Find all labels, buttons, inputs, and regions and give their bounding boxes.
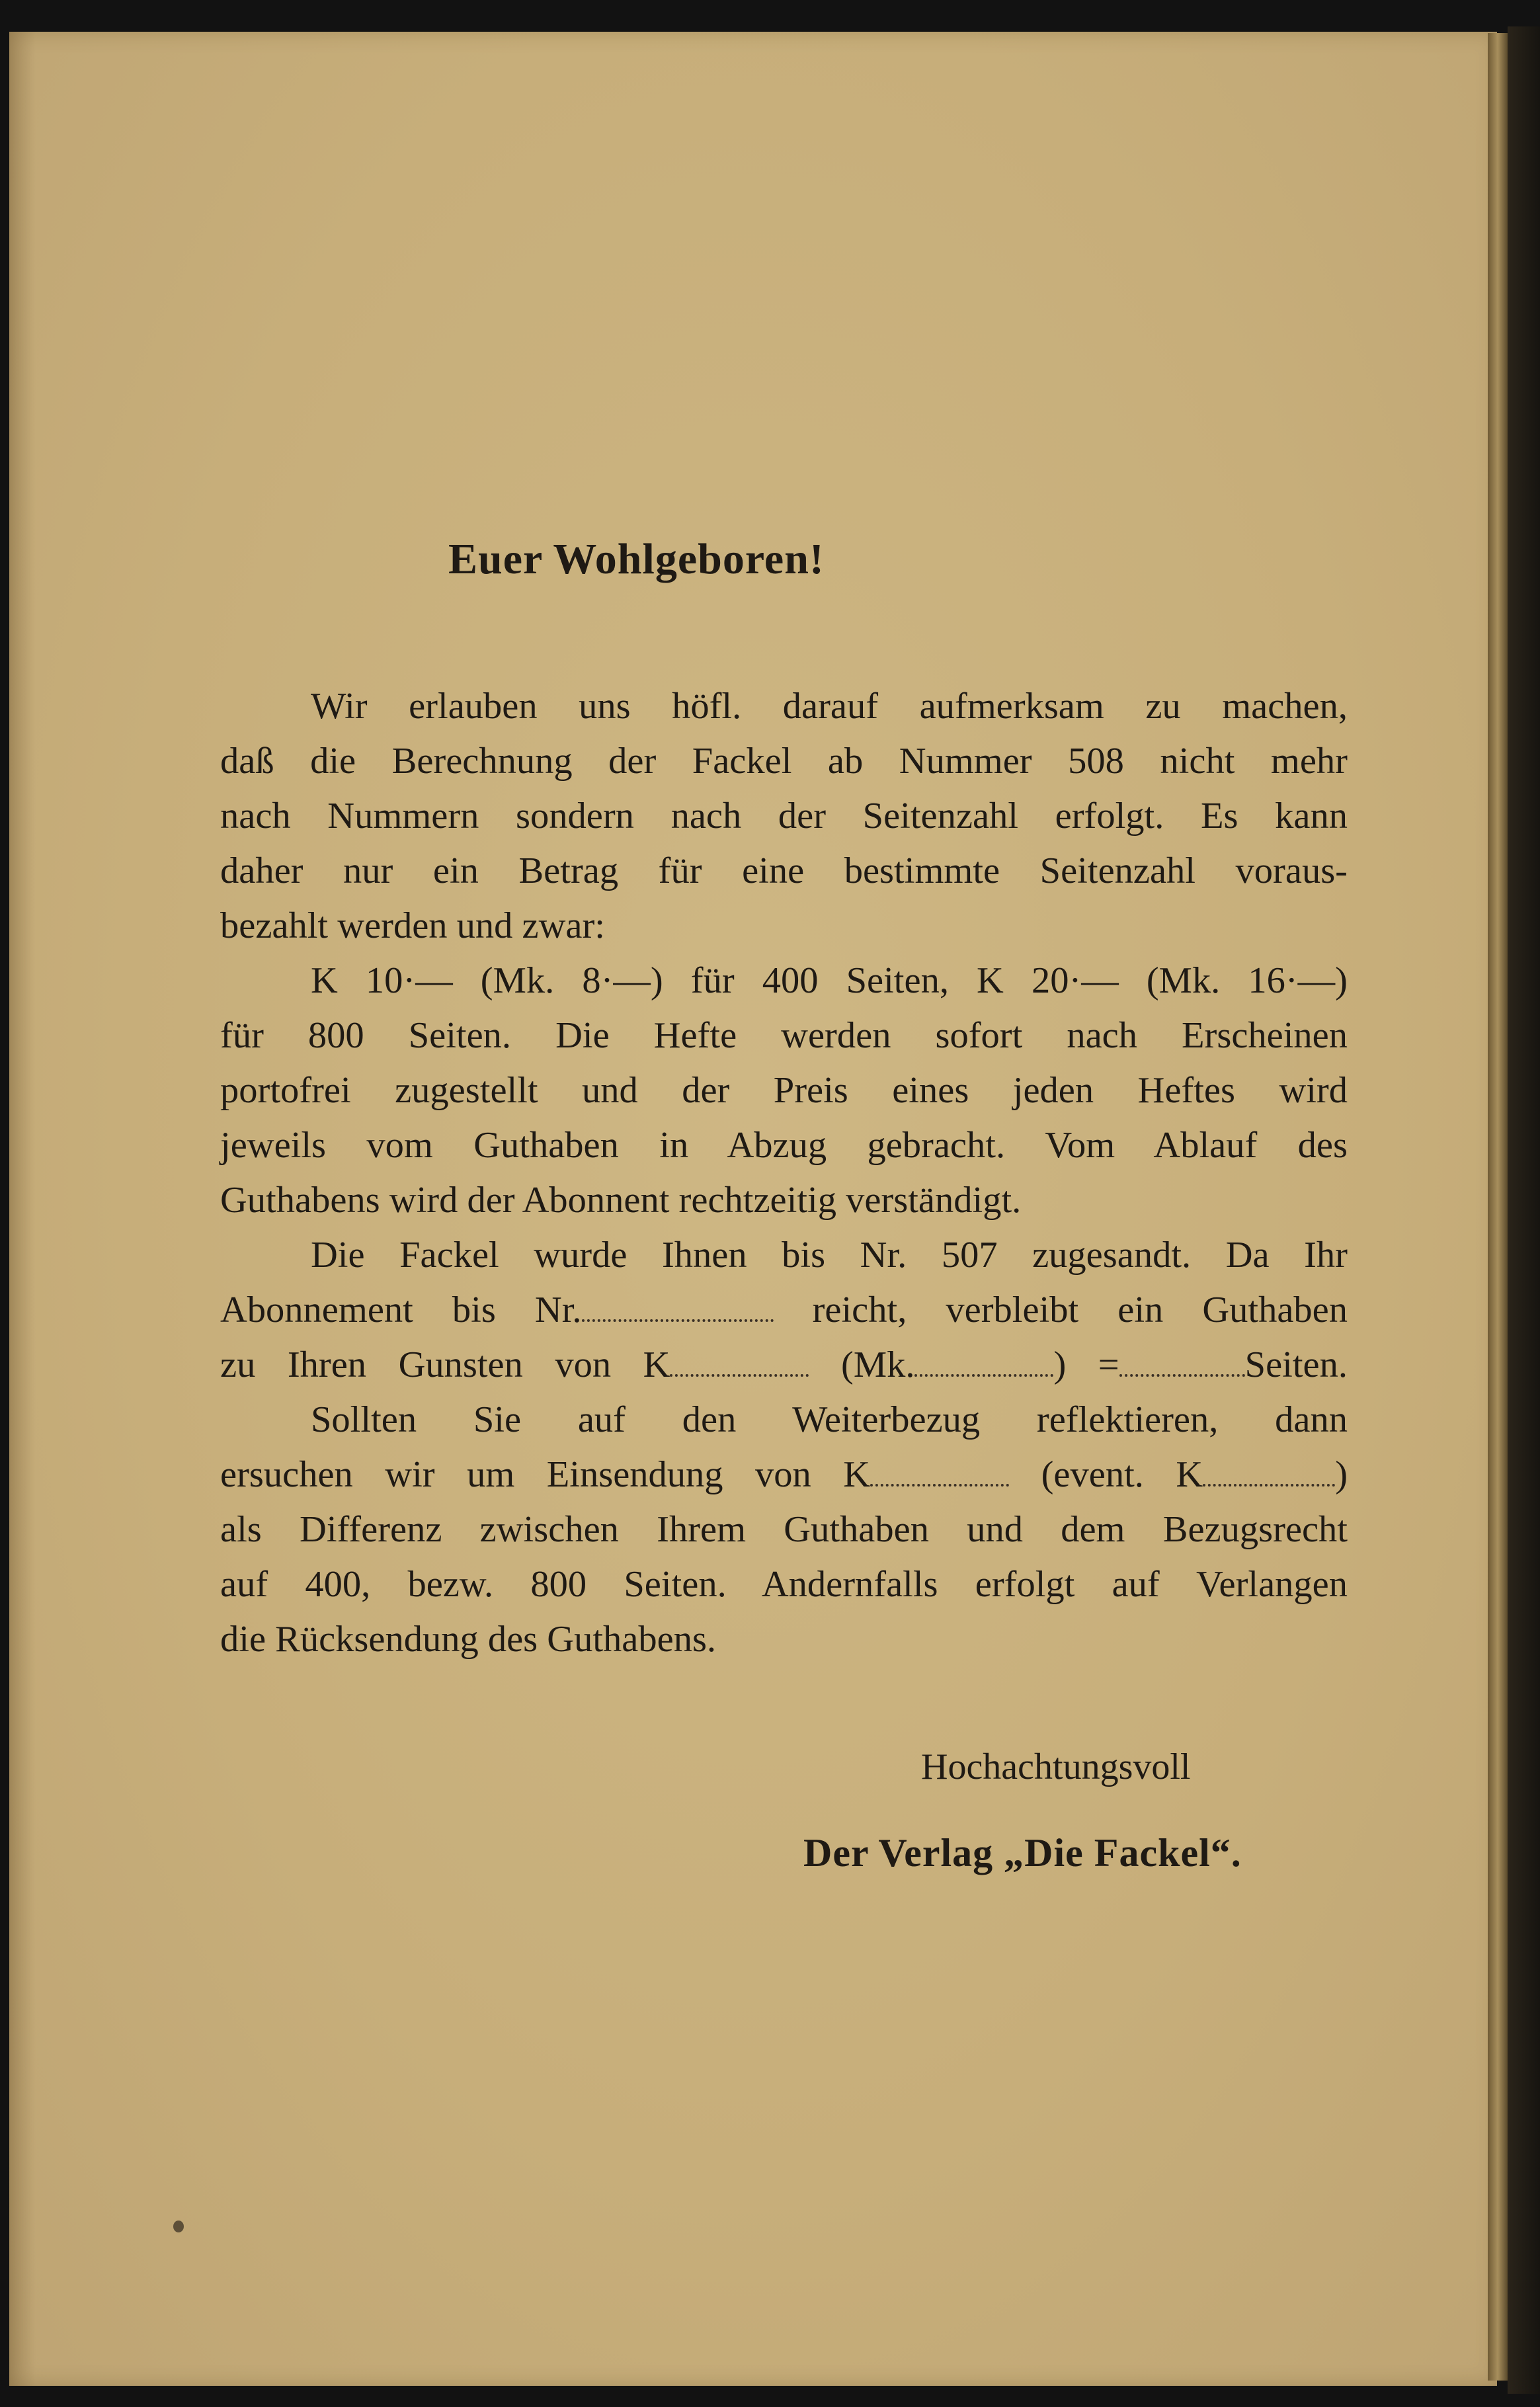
blank-issue-number	[582, 1312, 774, 1322]
mark-label: (Mk.	[841, 1344, 915, 1385]
blank-credit-kronen	[670, 1367, 809, 1377]
equals-label: ) =	[1053, 1344, 1119, 1385]
paragraph-1-line-5: bezahlt werden und zwar:	[220, 905, 605, 946]
blank-alternate-amount	[1203, 1477, 1335, 1487]
blank-credit-mark	[914, 1367, 1053, 1377]
paragraph-1-line-1: Wir erlauben uns höfl. darauf aufmerksam zu machen,	[311, 686, 1348, 727]
ink-spot	[173, 2221, 184, 2232]
paragraph-3-line-2	[220, 1291, 1348, 1329]
closing-paren: )	[1335, 1454, 1348, 1495]
paragraph-4-line-2	[220, 1456, 1348, 1494]
paragraph-2-line-3: portofrei zugestellt und der Preis eines jeden Heftes wird	[220, 1070, 1348, 1111]
event-label: (event. K	[1041, 1454, 1203, 1495]
paragraph-2-line-5: Guthabens wird der Abonnent rechtzeitig verständigt.	[220, 1180, 1022, 1221]
remaining-text: reicht, verbleibt ein Guthaben	[812, 1289, 1348, 1330]
signature: Der Verlag „Die Fackel“.	[803, 1831, 1242, 1875]
paragraph-3-line-1: Die Fackel wurde Ihnen bis Nr. 507 zugesandt. Da Ihr	[311, 1235, 1348, 1276]
scan-border	[1508, 26, 1540, 2394]
paragraph-2-line-1: K 10·— (Mk. 8·—) für 400 Seiten, K 20·— (Mk. 16·—)	[311, 960, 1348, 1001]
paragraph-4-line-5: die Rücksendung des Guthabens.	[220, 1619, 717, 1660]
closing-salutation: Hochachtungsvoll	[921, 1746, 1191, 1787]
paragraph-1-line-2: daß die Berechnung der Fackel ab Nummer 508 nicht mehr	[220, 741, 1348, 782]
paragraph-4-line-4: auf 400, bezw. 800 Seiten. Andernfalls erfolgt auf Verlangen	[220, 1564, 1348, 1605]
subscription-label: Abonnement bis Nr.	[220, 1289, 582, 1330]
pages-label: Seiten.	[1244, 1344, 1348, 1385]
paragraph-2-line-4: jeweils vom Guthaben in Abzug gebracht. Vom Ablauf des	[220, 1125, 1348, 1166]
page-left-edge	[9, 32, 36, 2386]
paragraph-1-line-4: daher nur ein Betrag für eine bestimmte Seitenzahl voraus-	[220, 850, 1348, 891]
page-fold	[1488, 33, 1508, 2381]
paragraph-4-line-1: Sollten Sie auf den Weiterbezug reflektieren, dann	[311, 1399, 1348, 1440]
paragraph-2-line-2: für 800 Seiten. Die Hefte werden sofort nach Erscheinen	[220, 1015, 1348, 1056]
credit-label: zu Ihren Gunsten von K	[220, 1344, 670, 1385]
paragraph-3-line-3	[220, 1346, 1348, 1384]
remittance-label: ersuchen wir um Einsendung von K	[220, 1454, 871, 1495]
blank-remittance-amount	[870, 1477, 1009, 1487]
blank-pages	[1119, 1367, 1245, 1377]
paragraph-1-line-3: nach Nummern sondern nach der Seitenzahl erfolgt. Es kann	[220, 796, 1348, 836]
letter-heading: Euer Wohlgeboren!	[448, 535, 825, 583]
paragraph-4-line-3: als Differenz zwischen Ihrem Guthaben und dem Bezugsrecht	[220, 1509, 1348, 1550]
